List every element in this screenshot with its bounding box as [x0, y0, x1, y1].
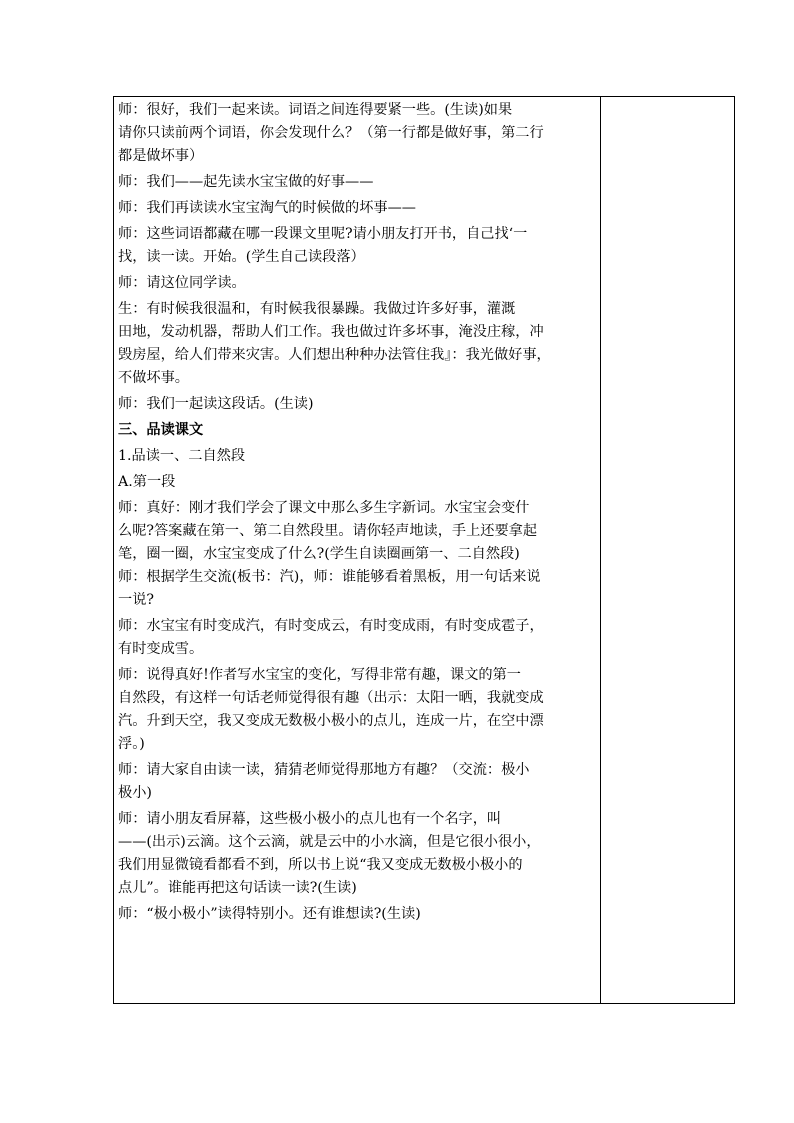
text-line: 1.品读一、二自然段 — [118, 448, 246, 464]
text-line: 田地，发动机器，帮助人们工作。我也做过许多坏事，淹没庄稼，冲 — [118, 324, 544, 340]
text-line: 师：请小朋友看屏幕，这些极小极小的点儿也有一个名字，叫 — [118, 811, 502, 827]
text-line: 么呢?答案藏在第一、第二自然段里。请你轻声地读，手上还要拿起 — [118, 523, 538, 539]
text-line: 师：请这位同学读。 — [118, 275, 246, 291]
text-line: A.第一段 — [118, 474, 176, 490]
lesson-content — [118, 100, 596, 930]
text-line: 找，读一读。开始。(学生自己读段落） — [118, 249, 365, 265]
text-line: 师：我们——起先读水宝宝做的好事—— — [118, 174, 374, 190]
paragraph — [118, 299, 596, 388]
lesson-table — [113, 96, 735, 1004]
text-line: 一说? — [118, 592, 154, 608]
text-line: 师：我们一起读这段话。(生读) — [118, 396, 314, 412]
section-heading: 三、品读课文 — [118, 422, 204, 438]
text-line: 浮。) — [118, 736, 145, 752]
paragraph — [118, 273, 596, 293]
paragraph — [118, 760, 596, 803]
column-divider — [600, 97, 601, 1003]
paragraph — [118, 198, 596, 218]
paragraph — [118, 904, 596, 924]
text-line: 有时变成雪。 — [118, 641, 204, 657]
paragraph — [118, 100, 596, 166]
text-line: 点儿”。谁能再把这句话读一读?(生读) — [118, 880, 357, 896]
text-line: 师：这些词语都藏在哪一段课文里呢?请小朋友打开书，自己找‘一 — [118, 226, 528, 242]
paragraph — [118, 809, 596, 898]
text-line: ——(出示)云滴。这个云滴，就是云中的小水滴，但是它很小很小， — [118, 834, 541, 850]
text-line: 师：我们再读读水宝宝淘气的时候做的坏事—— — [118, 200, 416, 216]
text-line: 都是做坏事） — [118, 148, 204, 164]
text-line: 师：水宝宝有时变成汽，有时变成云，有时变成雨，有时变成雹子， — [118, 618, 544, 634]
text-line: 毁房屋，给人们带来灾害。人们想出种种办法管住我』：我光做好事， — [118, 347, 551, 363]
text-line: 师：根据学生交流(板书：汽)，师：谁能够看着黑板，用一句话来说 — [118, 569, 541, 585]
paragraph — [118, 616, 596, 659]
text-line: 自然段，有这样一句话老师觉得很有趣（出示：太阳一晒，我就变成 — [118, 690, 544, 706]
paragraph — [118, 472, 596, 492]
paragraph — [118, 665, 596, 754]
text-line: 我们用显微镜看都看不到，所以书上说“我又变成无数极小极小的 — [118, 857, 523, 873]
text-line: 师：请大家自由读一读，猜猜老师觉得那地方有趣？（交流：极小 — [118, 762, 530, 778]
text-line: 师：很好，我们一起来读。词语之间连得要紧一些。(生读)如果 — [118, 102, 513, 118]
paragraph — [118, 224, 596, 267]
text-line: 极小) — [118, 785, 152, 801]
paragraph — [118, 172, 596, 192]
text-line: 师：真好：刚才我们学会了课文中那么多生字新词。水宝宝会变什 — [118, 500, 530, 516]
text-line: 笔，圈一圈，水宝宝变成了什么?(学生自读圈画第一、二自然段) — [118, 546, 520, 562]
paragraph — [118, 394, 596, 414]
text-line: 汽。升到天空，我又变成无数极小极小的点儿，连成一片，在空中漂 — [118, 713, 544, 729]
text-line: 不做坏事。 — [118, 370, 189, 386]
text-line: 师：“极小极小”读得特别小。还有谁想读?(生读) — [118, 906, 421, 922]
text-line: 生：有时候我很温和，有时候我很暴躁。我做过许多好事，灌溉 — [118, 301, 516, 317]
paragraph — [118, 498, 596, 610]
text-line: 请你只读前两个词语，你会发现什么？（第一行都是做好事，第二行 — [118, 125, 544, 141]
text-line: 师：说得真好!作者写水宝宝的变化，写得非常有趣，课文的第一 — [118, 667, 521, 683]
paragraph — [118, 446, 596, 466]
